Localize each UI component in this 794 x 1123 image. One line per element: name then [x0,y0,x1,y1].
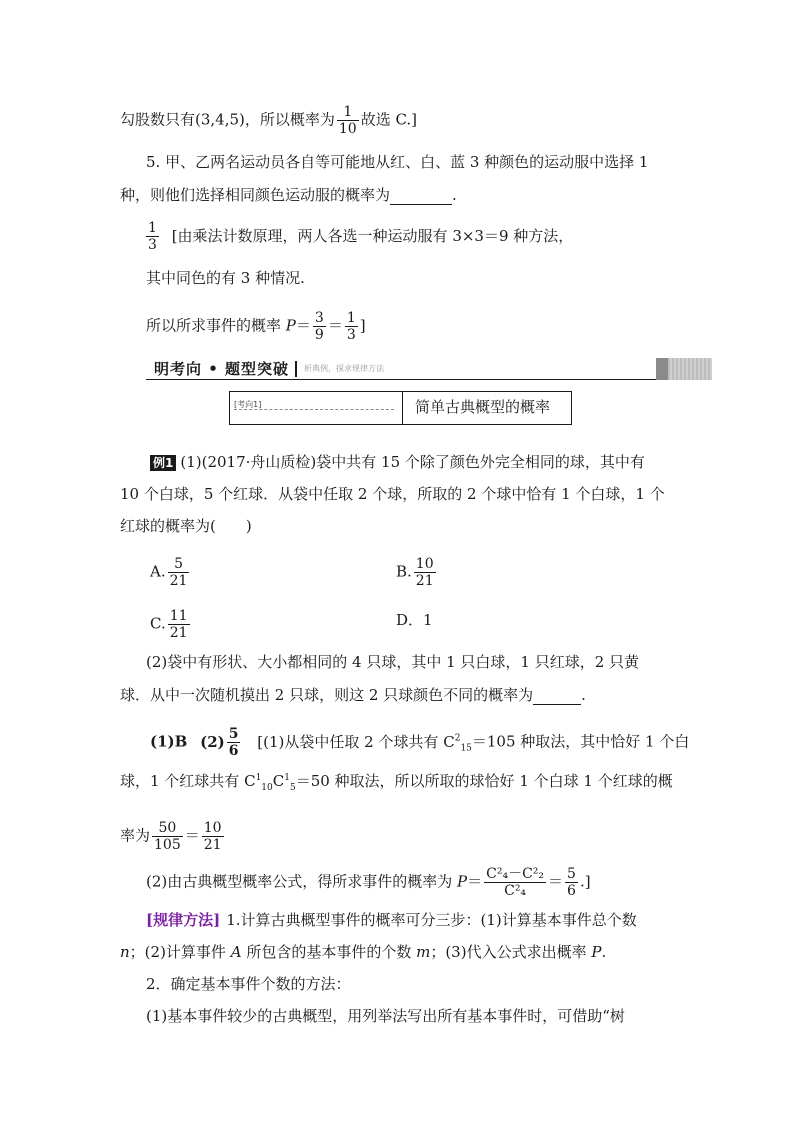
superscript: 1 [255,773,262,783]
text: ＝50 种取法，所以所取的球恰好 1 个白球 1 个红球的概 [295,772,673,790]
denominator: 6 [228,743,239,759]
numerator: 10 [415,556,434,572]
numerator: 50 [152,820,183,837]
variable: P [457,872,468,891]
denominator: 21 [169,625,188,641]
question-5-line-1: 5. 甲、乙两名运动员各自等可能地从红、白、蓝 3 种颜色的运动服中选择 1 [146,153,649,171]
section-subtitle: 析典例，探求规律方法 [304,364,384,373]
answer-5-line-1 [144,220,573,253]
option-d: D．1 [396,611,433,629]
answer-line-1 [150,726,689,759]
text: ＝105 种取法，其中恰好 1 个白 [471,732,690,751]
method-line-2 [120,942,606,962]
fraction [565,866,578,899]
numerator: 1 [337,104,359,121]
variable: A [230,943,242,961]
answer-blank [390,184,452,205]
denominator: 3 [148,237,157,253]
variable: P [591,943,602,961]
fraction [337,104,359,137]
text: (2)由古典概型概率公式，得所求事件的概率为 [146,872,458,891]
numerator: 5 [567,866,576,882]
answer-blank [533,684,581,705]
example-line-2: 10 个白球，5 个红球．从袋中任取 2 个球，所取的 2 个球中恰有 1 个白球，1 个 [120,485,665,503]
text: ＝ [467,872,483,891]
method-tag: [规律方法] [146,911,221,929]
text: 所包含的基本事件的个数 [241,943,417,961]
text: ＝ [327,316,343,335]
text: 种，则他们选择相同颜色运动服的概率为 [120,186,391,204]
text-line [120,104,417,137]
numerator: 10 [203,820,222,836]
text: ；(3)代入公式求出概率 [430,943,592,961]
text: . [452,186,457,204]
numerator: 1 [148,220,157,236]
section-title: 明考向 • 题型突破 [154,360,290,378]
numerator: 1 [346,310,356,326]
text: . [581,686,586,704]
option-b [396,556,438,589]
text: ＝ [184,826,200,845]
text: 勾股数只有(3,4,5)，所以概率为 [120,110,335,129]
text: B. [396,562,412,581]
fraction [168,608,190,641]
answer-5-line-2: 其中同色的有 3 种情况. [146,269,305,287]
topic-tag: [考向1] [234,400,262,409]
answer-5-line-3 [146,310,366,343]
fraction [146,220,159,253]
section-header [146,358,712,380]
superscript: 1 [284,773,290,783]
example-tag: 例1 [150,455,176,471]
variable: m [416,943,431,961]
fraction [313,310,326,343]
numerator: 5 [168,556,190,573]
text: [由乘法计数原理，两人各选一种运动服有 3×3＝9 种方法， [171,226,574,245]
method-line-3: 2．确定基本事件个数的方法： [146,975,351,993]
denominator: 3 [346,327,356,343]
fraction [202,820,224,853]
text: 1.计算古典概型事件的概率可分三步：(1)计算基本事件总个数 [226,911,637,929]
example-part2-line-1: (2)袋中有形状、大小都相同的 4 只球，其中 1 只白球，1 只红球，2 只黄 [146,653,640,671]
numerator: 5 [228,726,239,742]
denominator: 21 [203,837,222,853]
text: A. [150,562,166,581]
topic-box-left [230,392,403,424]
text: 率为 [120,826,151,845]
text: C [272,772,285,790]
text: 故选 C.] [360,110,418,129]
fraction [152,820,183,853]
denominator: 21 [169,573,188,589]
numerator: 3 [314,310,324,326]
example-line-1 [150,452,645,472]
variable: P [285,316,296,335]
subscript: 5 [289,783,296,793]
divider [146,379,656,380]
subscript: 10 [261,783,273,793]
fraction [414,556,436,589]
variable: n [120,943,130,961]
fraction [345,310,358,343]
answer-line-4 [146,866,591,899]
example-part2-line-2 [120,684,586,705]
method-line-1 [146,910,637,930]
method-line-4: (1)基本事件较少的古典概型，用列举法写出所有基本事件时，可借助“树 [146,1007,625,1025]
answer-line-2 [120,768,673,798]
topic-box [229,391,572,425]
text: ＝ [295,316,311,335]
denominator: 9 [314,327,324,343]
topic-label: 简单古典概型的概率 [415,398,551,416]
denominator: 6 [567,883,576,899]
text: ；(2)计算事件 [129,943,231,961]
denominator: 10 [338,121,357,137]
answer-1: (1)B [150,732,188,751]
option-c [150,608,192,641]
denominator: C²₄ [504,883,527,899]
numerator: C²₄－C²₂ [486,866,545,882]
text: [(1)从袋中任取 2 个球共有 C [257,732,455,751]
text: 所以所求事件的概率 [146,316,286,335]
text: C. [150,614,166,633]
question-5-line-2 [120,184,457,205]
divider [295,361,297,377]
text: ＝ [548,872,564,891]
fraction [484,866,546,899]
text: .] [579,872,591,891]
text: 球，1 个红球共有 C [120,772,256,790]
fraction [168,556,190,589]
decorative-block [656,358,668,380]
fraction [227,726,241,759]
text: . [601,943,607,961]
text: (1)(2017·舟山质检)袋中共有 15 个除了颜色外完全相同的球，其中有 [180,453,645,471]
subscript: 15 [460,743,472,754]
superscript: 2 [454,733,461,744]
answer-line-3 [120,820,226,853]
denominator: 21 [415,573,434,589]
text: 球．从中一次随机摸出 2 只球，则这 2 只球颜色不同的概率为 [120,686,534,704]
example-line-3: 红球的概率为( ) [120,517,252,535]
text: ] [359,316,366,335]
denominator: 105 [154,837,181,853]
option-a [150,556,191,589]
answer-2: (2) [200,732,225,751]
divider [234,409,394,410]
numerator: 11 [169,608,188,624]
